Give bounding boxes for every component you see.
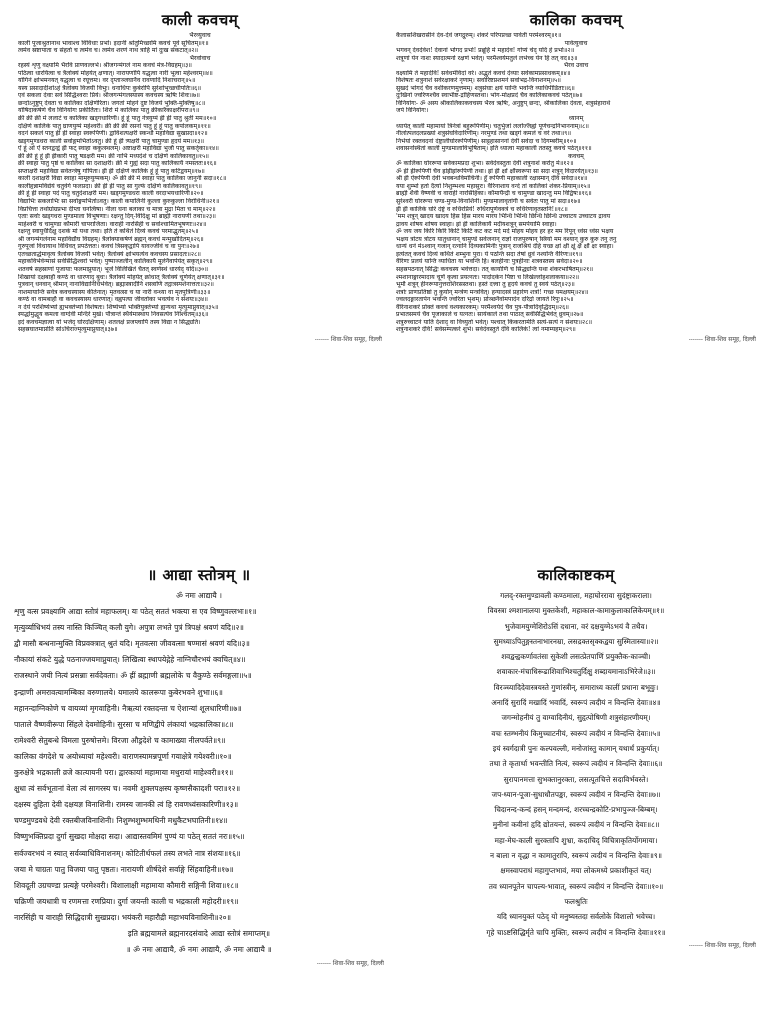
verse-line: गुरुपूजां विधायाथ विधिवत् प्रपठेत्ततः। कवचं त्रिसकृद्वापि यावज्जीवं च वा पुनः॥२७॥ <box>18 243 200 251</box>
verse-line: रक्षन्तु स्वायुधैर्दिक्षु दशकं मां यथा तथा। इति ते कथितं दिव्यं कवचं परमाद्भुतम्॥२५॥ <box>18 228 199 236</box>
verse-line: कालिका वंगदेशे च अयोध्यायां महेश्वरी। वाराणस्यामन्नपूर्णा गयाक्षेत्रे गयेश्वरी॥१०॥ <box>14 751 232 761</box>
verse-line: पाताले वैष्णवीरूपा सिंहले देवमोहिनी। सुरसा च मणिद्वीपे लंकायां भद्रकालिका॥८॥ <box>14 719 234 729</box>
verse-heading: ॐ नमः आद्यायै । <box>176 591 222 600</box>
verse-line: चण्डमुण्डवधे देवी रक्तबीजविनाशिनी। निशुम्भशुम्भमथिनी मधुकैटभघातिनी॥१४॥ <box>14 816 228 826</box>
verse-line: एवं सकला देवाः सर्व सिद्धिश्वराः प्रिये। श्रीजगन्मंगलस्यास्य कवचस्य ऋषिः शिवः॥७॥ <box>18 92 200 100</box>
verse-line: इत्येतत् कवचं दिव्यं कथितं शम्भुना पुरा। ये पठन्ति सदा तेषां ध्रुवं नश्यन्ति वैरिणः॥१९॥ <box>396 250 583 258</box>
verse-line: सुमध्याऽपितुङ्गस्तनाभारनम्रा, लसद्रक्तसृक्कद्वया सुस्मितास्या॥२॥ <box>493 636 659 646</box>
verse-line: ॐ ह्रीं ह्रींरूपिणीं चैव ह्रांह्रींह्रांरूपिणीं तथा। ह्रां ह्रीं क्षों क्षौंस्वरूपा सा सदा शत्रून् विदारयेत्॥१३॥ <box>396 167 598 175</box>
verse-line: ह्रीं ह्रीं कालिके घोरे दंष्ट्रे व रुधिरप्रिये! रुधिरापूर्णवक्त्रे च रुधिरेणावृतस्तनि!॥१८॥ <box>396 205 568 213</box>
verse-line: शृणु वत्स प्रवक्ष्यामि आद्या स्तोत्रं महाफलम्। यः पठेत् सततं भक्त्या स एव विष्णुवल्लभः॥१॥ <box>14 607 257 617</box>
kali-kavacham-verses <box>18 32 382 334</box>
verse-line: सर्वज्वरभयं न स्यात् सर्वव्याधिविनाशनम्। कोटितीर्थफलं तस्य लभते नात्र संशयः॥१६॥ <box>14 848 241 858</box>
verse-line: ऐं हूं ओं ऐं स्तनद्वन्द्वं ह्रीं फट् स्वाहा ककुत्स्थलम्। अष्टाक्षरी महाविद्या भुजौ पातु सकर्तृका॥१४॥ <box>18 145 219 153</box>
verse-line: विरञ्च्यादिदेवास्त्रयस्ते गुणांस्त्रीन्, समाराध्य कालीं प्रधाना बभूवुः। <box>493 682 659 692</box>
verse-heading: पार्वत्युवाच <box>564 39 588 47</box>
adya-stotram-verses <box>14 588 384 958</box>
verse-line: ज्वलदङ्गारतापेन भवन्ति ज्वरिता भृशम्। प्रोञ्छनैर्वामपादेन दरिद्रो जायते रिपुः॥२५॥ <box>396 296 574 304</box>
verse-line: इन्द्राणी अमरावत्यामम्बिका वरुणालये। यमालये कालरूपा कुबेरभवने शुभा॥६॥ <box>14 687 223 697</box>
verse-line: चक्रिणी जयधात्री च रणमत्ता रणप्रिया। दुर्गा जयन्ती काली च भद्रकाली महोदरी॥१९॥ <box>14 896 239 906</box>
verse-line: चिदानन्द-कन्दं हसन् मन्दमन्दं, शरच्चन्द्रकोटि-प्रभापुञ्ज-बिम्बम्। <box>494 805 658 815</box>
verse-line: मृत्युर्व्याधिभयं तस्य नास्ति किञ्चित् कलौ युगे। अपुत्रा लभते पुत्रं त्रिपक्षं श्रवणं यदि॥२॥ <box>14 623 244 633</box>
kalikashtakam-section <box>396 565 756 1015</box>
adya-stotram-section <box>14 565 384 1015</box>
verse-heading: ॥ ॐ नमः आद्यायै, ॐ नमः आद्यायै, ॐ नमः आद्यायै ॥ <box>126 945 272 955</box>
verse-line: कैलासशिखरासीनं देव-देवं जगद्गुरुम्। शंकरं परिपप्रच्छ पार्वती परमेश्वरम्॥१॥ <box>396 32 562 39</box>
verse-line: पुत्रवान् धनवान् श्रीमान् नानाविद्यानिधिर्भवेत्। ब्रह्मास्त्रादीनि शस्त्राणि तद्गात्रस्पर्शनात्ततः॥३२॥ <box>18 281 214 289</box>
kalika-kavacham-title: कालिका कवचम् <box>529 11 623 29</box>
verse-line: रामेश्वरी सेतुबन्धे विमला पुरुषोत्तमे। विरजा औड्रदेशे च कामाख्या नीलपर्वते॥९॥ <box>14 735 226 745</box>
verse-line: क्रीं स्वाहा पातु पृष्ठं च कालिका सा दशाक्षरी। क्रीं मे गुह्यं सदा पातु कालिकायै नमस्ततः॥१६॥ <box>18 160 217 168</box>
verse-line: वैरिनाशकरं प्रोक्तं कवचं वश्यकारकम्। परमैश्वर्यदं चैव पुत्र-पौत्रादिवृद्धिदम्॥२६॥ <box>396 303 569 311</box>
verse-heading: भैरव्युवाच <box>189 32 211 39</box>
verse-line: क्षुधा त्वं सर्वभूतानां वेला त्वं सागरस्य च। नवमी शुक्लपक्षस्य कृष्णसैकादशी परा॥१२॥ <box>14 784 241 794</box>
verse-line: शिवदूती उग्रचण्डा प्रत्यङ्गे परमेश्वरी। विशालाक्षी महामाया कौमारी सङ्गिनी शिवा॥१८॥ <box>14 880 239 890</box>
verse-line: श्मशानाङ्गारमादाय चूर्णं कृत्वा प्रयत्नतः। पादोदकेन पिष्टा च लिखेल्लोहशलाकया॥२२॥ <box>396 273 580 281</box>
verse-line: शिखायां दक्षबाहौ कण्ठे वा धारणाद् बुधः। त्रैलोक्यं मोहयेत् क्रोधात् त्रैलोक्यं चूर्णयेत् क्षणात्॥३१॥ <box>18 273 225 281</box>
verse-line: विवस्त्रा श्मशानालया मुक्तकेशी, महाकाल-कामाकुलाकालिकेयम्॥१॥ <box>487 606 665 616</box>
verse-line: भूमौ शत्रून् हीनरूपानुत्तराशिरसस्तथा। हस्तं दत्त्वा तु हृदये कवचं तु स्वयं पठेत्॥२३॥ <box>396 281 575 289</box>
verse-line: भक्षय त्रोटय त्रोटय यातुधानान् चामुण्डे सर्वजनान् राज्ञो राजपुरुषान् स्त्रियो मम वश्यान् कुरु कुरु तनु तनु <box>396 235 617 243</box>
verse-line: विनियोगः- ॐ अस्य श्रीकालिकाकवचस्य भैरव ऋषिः, अनुष्टुप् छन्दः, श्रीकालिका देवता, शत्रुसंहारार्थ <box>396 99 611 107</box>
verse-line: सुरेश्वरी घोररूपा चण्ड-मुण्ड-विनाशिनी। मुण्डमालावृतांगी च सर्वतः पातु मां सदा॥१७॥ <box>396 198 581 206</box>
verse-line: खड्गमुण्डधरा काली सर्वाङ्गमभितोऽवतु। क्रीं हूं ह्रीं त्र्यक्षरी पातु चामुण्डा हृदयं मम॥१३॥ <box>18 137 205 145</box>
verse-line: शवाकार-मंचाधिरूढाशिवाभिश्चतुर्दिक्षु शब्दायमानाऽभिरेजे॥३॥ <box>496 667 656 677</box>
kalika-kavacham-section <box>396 10 756 510</box>
verse-line: दुःखिनो ज्वरिणश्चैव स्वाभीष्ट-द्रोहिणस्तथा। भोग-मोक्षप्रदं चैव कालिकाकवचं पठेत्॥७॥ <box>396 92 583 100</box>
verse-line: महा-मेघ-काली सुरक्तापि शुभ्रा, कदाचिद् विचित्राकृतिर्योगमाया। <box>494 835 658 845</box>
kali-kavacham-credit: ------- शिवा-शिव समूह, दिल्ली <box>314 335 382 343</box>
verse-line: सप्ताक्षरी महाविद्या सर्वतन्त्रेषु गोपिता। ह्रीं ह्रीं दक्षिणे कालिके हूं हूं पातु कटिद्वयम्॥१७॥ <box>18 167 205 175</box>
verse-line: सुखदं भोगदं चैव वशीकरणमुत्तमम्। शत्रुसंघाः क्षयं यान्ति भवन्ति व्याधिपीडिताः॥६॥ <box>396 84 575 92</box>
verse-line: तव ध्यानपूतेन चापल्य-भावात्, स्वरूपं त्वदीयं न विन्दन्ति देवाः॥१०॥ <box>488 881 664 891</box>
verse-line: क्रीं हूं ह्रीं स्वाहा पदं पातु चतुर्दशाक्षरी मम। खड्गमुण्डधरा काली वरदाभयधारिणी॥२०॥ <box>18 190 204 198</box>
verse-line: यस्य प्रसादादीशोऽहं त्रैलोक्य विजयी विभुः। धनाधिपः कुबेरोपि सुरेशोभूच्छचीपतिः॥६॥ <box>18 84 202 92</box>
verse-line: वैरिणः प्रलयं यान्ति व्याधिता या भवन्ति हि। बलहीनाः पुत्रहीनाः शत्रवस्तस्य सर्वदा॥२०॥ <box>396 258 583 266</box>
verse-line: छन्दोऽनुष्टुप् देवता च कालिका दक्षिणेरिता। जगतां मोहने दुष्ट विजये भुक्ति-मुक्तिषु॥८॥ <box>18 99 206 107</box>
verse-line: शवासनस्थितां कालीं मुण्डमालाविभूषिताम्। इति ध्यात्वा महाकालीं ततस्तु कवचं पठेत्॥११॥ <box>396 145 592 153</box>
verse-line: सहस्रपठनात् सिद्धिः कवचस्य भवेत्तदा। तत् कार्याणि च सिद्ध्यन्ति यथा शंकरभाषितम्॥२१॥ <box>396 265 594 273</box>
verse-line: योषिदाकर्षणे चैव विनियोगः प्रकीर्तितः। शिरो मे कालिका पातु क्रींकारैकाक्षरीपरा॥९॥ <box>18 107 200 115</box>
verse-line: वचः स्तम्भनीयं किमुच्चाटनीयं, स्वरूपं त्वदीयं न विन्दन्ति देवाः॥५॥ <box>491 728 661 738</box>
verse-line: शत्रोः प्राणप्रतिष्ठां तु कुर्यान् मन्त्रेण मन्त्रवित्। हन्यादस्त्रं प्रहारेण शत्रो! गच्छ यमक्षयम्॥२४॥ <box>396 288 589 296</box>
verse-line: शतवर्ष सहस्राणां पूजायाः फलमाप्नुयात्। भूर्जे विलिखितं चैतत् स्वर्णस्थं धारयेद् यदि॥३०॥ <box>18 265 209 273</box>
verse-line: निर्भयां रक्तवदनां दंष्ट्रालीघोररूपिणीम्। साट्टहासाननां देवीं सर्वदा च दिगम्बरीम्॥१०॥ <box>396 137 577 145</box>
verse-line: क्रीं क्रीं हूं हूं ह्रीं ह्रींकारी पातु षडक्षरी मम। क्रीं नाभिं मध्यदेशं च दक्षिणे कालिकावतु॥१५॥ <box>18 152 209 160</box>
verse-line: कालीहृन्नामविद्येयं चतुर्वर्ग फलप्रदा। क्रीं ह्रीं ह्रीं पातु सा गुल्फं दक्षिणे कालिकावतु॥१९॥ <box>18 182 202 190</box>
verse-line: इयं स्वर्गदात्री पुनः कल्पवल्ली, मनोजांस्तु कामान् यथार्थं प्रकुर्यात्। <box>492 743 660 753</box>
verse-line: गृहे चाऽष्टसिद्धिर्मृते चापि मुक्तिः, स्वरूपं त्वदीयं न विन्दन्ति देवाः॥११॥ <box>486 927 666 937</box>
verse-line: न देयं परशिष्येभ्यो ह्यभक्तेभ्यो विशेषतः। शिष्येभ्यो भक्तियुक्तेभ्यो ह्यन्यथा मृत्युमाप्नुयात्॥३५॥ <box>18 303 219 311</box>
verse-line: न बाला न वृद्धा न कामातुरापि, स्वरूपं त्वदीयं न विन्दन्ति देवाः॥९॥ <box>489 851 663 861</box>
verse-line: भुजेवामयुग्मेशिरोऽसिं दधाना, वरं दक्षयुग्मेऽभयं वै तथैव। <box>504 621 648 631</box>
verse-heading: कवचम् <box>568 152 584 160</box>
verse-line: तथा ते कृतार्था भवन्तीति नित्यं, स्वरूपं त्वदीयं न विन्दन्ति देवाः॥६॥ <box>489 759 663 769</box>
verse-line: प्रभातसमये चैव पूजाकाले च यत्नतः। सायंकाले तथा पाठात् सर्वसिद्धिर्भवेत् ध्रुवम्॥२७॥ <box>396 311 584 319</box>
verse-line: ॐ कालिका घोररूपा सर्वकामप्रदा शुभा। सर्वदेवस्तुता देवी शत्रुनाशं करोतु मे॥१२॥ <box>396 160 574 168</box>
verse-line: जपे विनियोगः। <box>396 107 429 115</box>
verse-heading: भैरवोवाच <box>189 54 211 62</box>
verse-line: द्वौ मासौ बन्धनान्मुक्ति विप्रवक्त्रात् श्रुतं यदि। मृतवत्सा जीववत्सा षण्मासं श्रवणं यदि॥३॥ <box>14 639 250 649</box>
kalikashtakam-credit: ------- शिवा-शिव समूह, दिल्ली <box>688 941 756 949</box>
verse-line: ध्यायेत् कालीं महामायां त्रिनेत्रां बहुरूपिणीम्। चतुर्भुजां ललज्जिह्वां पूर्णचन्द्रनिभाननाम्॥८॥ <box>396 122 589 130</box>
verse-line: वदनं सकलं पातु ह्रीं ह्रीं स्वाहा स्वरूपिणी। द्वाविंशत्यक्षरी स्कन्धौ महाविद्या सुखप्रदा॥१२॥ <box>18 130 208 138</box>
verse-line: विशेषतः शत्रुनाशं सर्वरक्षाकरं नृणाम्। सर्वारिष्टप्रशमनं सर्वाभद्र-विनाशनम्॥५॥ <box>396 77 561 85</box>
kali-kavacham-title: काली कवचम् <box>161 11 239 29</box>
verse-line: नारसिंही च वाराही सिद्धिदात्री सुखप्रदा। भयंकरी महारौद्री महाभयविनाशिनी॥२०॥ <box>14 912 232 922</box>
verse-line: विष्णुभक्तिप्रदा दुर्गा सुखदा मोक्षदा सदा। आद्यास्तवमिमं पुण्यं यः पठेत् सततं नरः॥१५॥ <box>14 832 245 842</box>
verse-line: माहेश्वरी च चामुण्डा कौमारी चापराजिता। वाराही नारसिंही च सर्वाश्चामितभूषणाः॥२४॥ <box>18 220 207 228</box>
verse-line: योगिनं क्षोभमनयत् यद्धृत्वा च रघूत्तमः। वर दृप्ताञ्जघानैव रावणादि निशाचरान्॥५॥ <box>18 77 196 85</box>
verse-line: श्री जगन्मंगलंनाम महाविद्यौघ विग्रहम्। त्रैलोक्याकर्षणं ब्रह्मन् कवचं मन्मुखोदितम्॥२६॥ <box>18 235 204 243</box>
verse-line: वक्ष्यामि ते महादेवि! सर्वधर्मविदां वरे। अद्भुतं कवचं देव्याः सर्वकामप्रसाधकम्॥४॥ <box>396 69 571 77</box>
verse-line: दक्षस्य दुहिता देवी दक्षयज्ञ विनाशिनी। रामस्य जानकी त्वं हि रावणध्वंसकारिणी॥१३॥ <box>14 800 239 810</box>
verse-line: धान्यं धनं मेऽश्वान् गजान् रत्नानि दिव्यकामिनीः पुत्रान् राजश्रियं देहि यच्छ क्षां क्षीं क्षूं क्षैं क्षौं क्षः स्वाहा। <box>396 243 614 251</box>
verse-line: रहस्यं शृणु वक्ष्यामि भैरवि प्राणवल्लभे। श्रीजगन्मंगलं नाम कवचं मंत्र-विग्रहम्॥३॥ <box>18 62 192 70</box>
verse-line: सहस्रघातमाप्नोति सोऽचिराज्मृत्युमाप्नुयात्॥३७॥ <box>18 326 118 334</box>
verse-line: एतच्छतार्द्धमावृत्य त्रैलोक्य विजयी भवेत्। त्रैलोक्यं क्षोभयत्येव कवचस्य प्रसादतः॥२८॥ <box>18 250 201 258</box>
verse-heading: इति ब्रह्मयामले ब्रह्मनारदसंवादे आद्या स्तोत्रं समाप्तम्॥ <box>127 928 271 938</box>
adya-stotram-title: ॥ आद्या स्तोत्रम् ॥ <box>147 566 251 584</box>
verse-line: भगवन् देवदेवेश! देवानां भोगद प्रभो! प्रब्रूहि मे महादेव! गोप्यं चेद् यदि हे प्रभो॥२॥ <box>396 47 575 55</box>
kalika-kavacham-verses <box>396 32 756 334</box>
verse-line: सुरापानमत्ता सुभक्तानुरक्ता, लसत्पूतचित्ते सदाविर्भवस्ते। <box>503 774 649 784</box>
adya-stotram-credit: ------- शिवा-शिव समूह, दिल्ली <box>316 960 384 968</box>
verse-line: ॐ जय जय किरि किरि किटि किटि कट कट मर्द मर्द मोहय मोहय हर हर मम रिपून् ध्वंस ध्वंस भक्षय <box>396 228 614 236</box>
verse-line: शत्रुरुच्चाटनं याति देशाद् वा विच्युतो भवेत्। पश्चात् किंकरतामेति सत्यं-सत्यं न संशयः॥२८॥ <box>396 318 593 326</box>
verse-line: महाकविर्भवेन्मासं सर्वसिद्धिश्वरो भवेत्। पुष्पाञ्जलीन् कालिकायै मूलेनैवार्पयेत् सकृत्॥२९॥ <box>18 258 213 266</box>
kalikashtakam-title: कालिकाष्टकम् <box>537 566 615 584</box>
verse-line: विद्याभिः सकलाभिः सा सर्वाङ्गमभितोऽवतु। काली कपालिनी कुल्ला कुरुकुल्ला विरोधिनी॥२१॥ <box>18 198 220 206</box>
kali-kavacham-section <box>18 10 382 510</box>
verse-line: द्रावय शोषय शोषय स्वाहा। ह्रां ह्रीं कालिकायै मदीयशत्रून् समर्पयामि स्वाहा। <box>396 220 557 228</box>
verse-line: यया शुम्भो हतो दैत्यो निशुम्भश्च महासुरः। वैरिनाशाय वन्दे तां कालिकां शंकर-प्रियाम्॥१५॥ <box>396 182 591 190</box>
verse-line: क्रीं क्रीं क्रीं मे ललाटं च कालिका खड्गधारिणी। हूं हूं पातु नेत्रयुग्मं ह्रीं ह्रीं पातु श्रुती मम॥१०॥ <box>18 115 217 123</box>
verse-line: शत्रूणां येन नाशः स्यादात्मनो रक्षणं भवेत्। परमैश्वर्यमतुलं लभेच्च येन हि तत् वद॥३॥ <box>396 54 578 62</box>
verse-line: महानन्दाग्निकोणे च वायव्यां मृगवाहिनी। नैऋत्यां रक्तदन्ता च ऐशान्यां शूलधारिणी॥७॥ <box>14 703 242 713</box>
verse-line: पठित्वा धारयित्वा च त्रैलोक्यं मोहयेत् क्षणात्। नारायणोपि यद्धृत्वा नारी भूत्वा महेश्वरम्॥४॥ <box>18 69 213 77</box>
verse-line: शत्रुनाशकरे देवि! सर्वसम्पत्करे शुभे। सर्वदेवस्तुते देवि कालिके! त्वां नमाम्यहम्॥२९॥ <box>396 326 576 334</box>
verse-line: जगन्मोहनीयं तु वाग्वादिनीयं, सुहृत्पोषिणी शत्रुसंहारणीयम्। <box>501 713 651 723</box>
verse-line: नीलोत्पलदलप्रख्यां शत्रुसंघविदारिणीम्। नरमुण्डं तथा खड्गं कमलं च वरं तथा॥९॥ <box>396 130 572 138</box>
verse-line: राजस्थाने जयी नित्यं प्रसन्नाः सर्वदेवताः। ॐ ह्रीं ब्रह्माणी ब्रह्मलोके च वैकुण्ठे सर्वमङ्गला॥५॥ <box>14 671 252 681</box>
verse-line: नौकायां संकटे युद्धे पठनाज्जयमाप्नुयात्। लिखित्वा स्थापयेद्गेहे नाग्निचौरभयं क्वचित्॥४॥ <box>14 655 246 665</box>
verse-line: काली पूजाश्रुतानाथ भावाश्च विविधाः प्रभो। इदानीं श्रोतुमिच्छामि कवचं पूर्व सूचितम्॥१॥ <box>18 39 209 47</box>
verse-line: क्षमस्वापराधं महागुप्तभावं, मया लोकमध्ये प्रकाशीकृतं यत्। <box>500 866 652 876</box>
verse-line: श्रीं ह्रीं ऐंरूपिणी देवी भवबन्धविमोचिनी। हूँ रूपिणी महाकाली रक्षास्मान् देवि सर्वदा॥१४॥ <box>396 175 588 183</box>
verse-line: जप-ध्यान-पूजा-सुधाधौतपङ्का, स्वरूपं त्वदीयं न विन्दन्ति देवाः॥७॥ <box>491 789 661 799</box>
verse-line: त्वमेव स्रष्टापाता च संहर्ता च त्वमेव च। त्वमेव शरणं नाथ त्राहि मां दुःख संकटात्॥२॥ <box>18 47 199 55</box>
verse-line: नाशमायान्ति सर्वत्र कवचस्यास्य कीर्तनात्। मृतवत्सा च या नारी वन्ध्या वा मृतपुत्रिणी॥३३॥ <box>18 288 211 296</box>
verse-line: गलद्-रक्तमुण्डावली कण्ठमाला, महाघोररावा सुदंष्ट्राकराला। <box>500 591 652 600</box>
verse-heading: ध्यानम् <box>568 115 584 123</box>
verse-line: विप्रचित्ता तथोग्रोग्रप्रभा दीप्ता घनत्विषा। नीला घना बलाका च मात्रा मुद्रा मिता च माम्॥२२॥ <box>18 205 216 213</box>
verse-line: स्पर्द्धामुद्धूय कमला वाग्देवी मन्दिरे मुखे। पौत्रान्तं स्थैर्यमास्थाय निवसत्येव निश्चितम्॥३६॥ <box>18 311 209 319</box>
verse-line: ब्राह्मी शैवी वैष्णवी च वाराही नारसिंहिका। कौमार्यैन्द्री च चामुण्डा खादन्तु मम विद्विषः॥१६॥ <box>396 190 592 198</box>
kalikashtakam-verses <box>396 588 756 940</box>
verse-line: काली दशाक्षरी विद्या स्वाहा मामूरुयुग्मकम्। ॐ क्रीं क्रीं मे स्वाहा पातु कालिका जानुनी सदा॥१८॥ <box>18 175 227 183</box>
verse-line: कुरुक्षेत्रे भद्रकाली व्रजे कात्यायनी परा। द्वारकायां महामाया मथुरायां माहेश्वरी॥११॥ <box>14 768 234 778</box>
verse-line: 'मम शत्रून् खादय खादय हिंस हिंस मारय मारय भिन्धि भिन्धि छिन्धि छिन्धि उच्चाटय उच्चाटय द्रावय <box>396 213 611 221</box>
verse-line: शवद्वन्द्वकर्णावतंसा सुकेशी लसत्प्रेतपाणिं प्रयुक्तैक-काञ्ची। <box>501 652 651 662</box>
verse-line: दक्षिणे कालिके पातु घ्राणयुग्मं महेश्वरी। क्रीं क्रीं क्रीं रसनां पातु हूं हूं पातु कपोलकम्॥११॥ <box>18 122 211 130</box>
verse-line: मुनीनां कवीनां हृदि द्योतयन्तं, स्वरूपं त्वदीयं न विन्दन्ति देवाः॥८॥ <box>492 820 660 830</box>
verse-line: इदं कवचमज्ञात्वा यो भजेद् घोरदक्षिणाम्। शतलक्षं प्रजप्त्वापि तस्य विद्या न सिद्ध्यति। <box>18 318 201 326</box>
verse-heading: भैरव उवाच <box>563 62 589 70</box>
verse-line: कण्ठे वा वामबाहौ वा कवचस्यास्य धारणात्। वह्वपत्या जीवतोका भवत्येव न संशयः॥३४॥ <box>18 296 208 304</box>
verse-heading: फलश्रुतिः <box>564 896 588 906</box>
kalika-kavacham-credit: ------- शिवा-शिव समूह, दिल्ली <box>688 335 756 343</box>
verse-line: अनादिं सुरादिं मखादिं भवादिं, स्वरूपं त्वदीयं न विन्दन्ति देवाः॥४॥ <box>491 698 661 708</box>
verse-line: यदि ध्यानयुक्तं पठेद् यो मनुष्यस्तदा सर्वलोके विशालो भवेच्च। <box>496 912 656 922</box>
verse-line: जया मे चाग्रतः पातु विजया पातु पृष्ठतः। नारायणी शीर्षदेशे सर्वाङ्गे सिंहवाहिनी॥१७॥ <box>14 864 234 874</box>
verse-line: एताः सर्वाः खड्गधरा मुण्डमाला विभूषणाः। रक्षन्तु दिग्-विदिक्षु मां ब्राह्मी नारायणी तथा॥२३॥ <box>18 213 216 221</box>
